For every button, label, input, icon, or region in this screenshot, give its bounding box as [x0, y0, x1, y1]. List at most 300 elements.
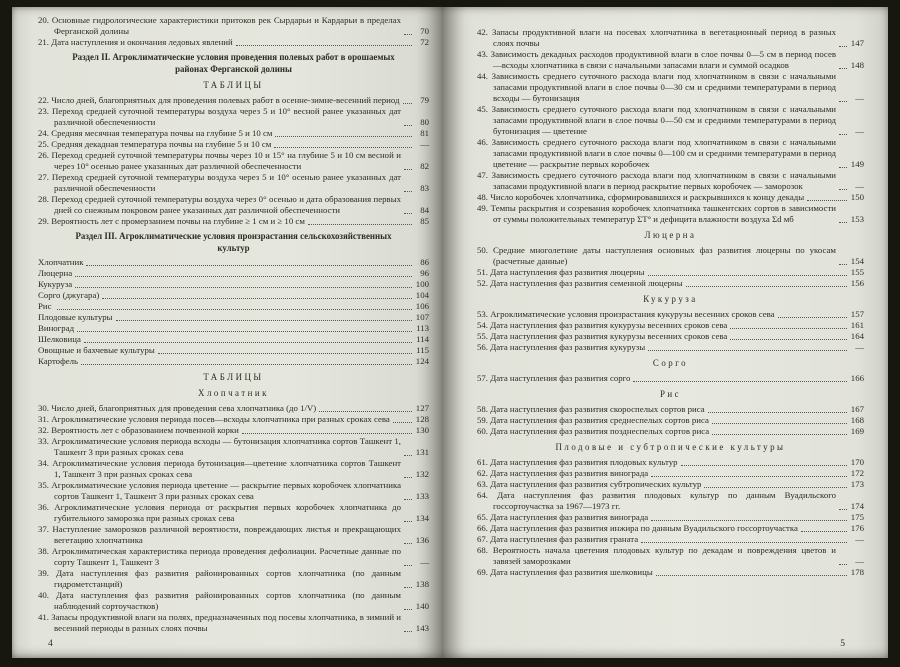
- toc-entry: [477, 373, 864, 384]
- toc-entry: [477, 534, 864, 545]
- section-heading: Раздел II. Агроклиматические условия проведения полевых работ в орошаемых районах Ферганской долины: [72, 52, 395, 74]
- entry-text: 57. Дата наступления фаз развития сорго: [477, 373, 631, 383]
- right-page-toc: [477, 27, 864, 578]
- entry-page: 82: [420, 161, 429, 171]
- entry-text: 45. Зависимость среднего суточного расхода влаги под хлопчатником в связи с начальными запасами продуктивной влаги в слое почвы 0—50 см и средними температурами в период бутонизация — цветение: [477, 104, 836, 136]
- entry-page: —: [420, 557, 429, 567]
- entry-page: —: [855, 93, 864, 103]
- toc-entry: [38, 290, 429, 301]
- entry-number: 61.: [477, 457, 491, 467]
- toc-entry: [38, 414, 429, 425]
- entry-number: 56.: [477, 342, 491, 352]
- entry-page: 114: [416, 334, 429, 344]
- entry-text: 26. Переход средней суточной температуры почвы через 10 и 15° на глубине 5 и 10 см весной и через 10° осенью ранее указанных дат различной обеспеченности: [38, 150, 401, 171]
- toc-entry: [477, 320, 864, 331]
- dot-leader: [86, 265, 412, 266]
- toc-entry: [38, 334, 429, 345]
- entry-text: 65. Дата наступления фаз развития винограда: [477, 512, 649, 522]
- entry-text: Овощные и бахчевые культуры: [38, 345, 155, 355]
- dot-leader: [651, 476, 847, 477]
- entry-number: 22.: [38, 95, 52, 105]
- entry-text: 55. Дата наступления фаз развития кукурузы весенних сроков сева: [477, 331, 728, 341]
- toc-entry: [477, 27, 864, 49]
- entry-number: 32.: [38, 425, 52, 435]
- entry-page: 83: [420, 183, 429, 193]
- entry-page: 70: [420, 26, 429, 36]
- entry-number: 28.: [38, 194, 52, 204]
- entry-number: 49.: [477, 203, 491, 213]
- entry-text: 32. Вероятность лет с образованием почвенной корки: [38, 425, 239, 435]
- toc-entry: [38, 345, 429, 356]
- page-number: 5: [840, 639, 845, 649]
- entry-page: 154: [850, 256, 864, 266]
- toc-entry: [477, 404, 864, 415]
- entry-text: 68. Вероятность начала цветения плодовых культур по декадам и повреждения цветов и завязей заморозками: [477, 545, 836, 566]
- entry-page: 175: [850, 512, 864, 522]
- entry-page: 157: [850, 309, 864, 319]
- entry-page: 156: [850, 278, 864, 288]
- dot-leader: [708, 412, 847, 413]
- toc-entry: [477, 71, 864, 104]
- entry-number: 30.: [38, 403, 52, 413]
- entry-text: 22. Число дней, благоприятных для проведения полевых работ в осенне-зимне-весенний период: [38, 95, 400, 105]
- dot-leader: [704, 487, 847, 488]
- entry-page: —: [855, 534, 864, 544]
- dot-leader: [319, 411, 412, 412]
- toc-entry: [477, 342, 864, 353]
- entry-text: Шелковица: [38, 334, 81, 344]
- entry-page: 168: [850, 415, 864, 425]
- entry-number: 57.: [477, 373, 491, 383]
- toc-entry: [38, 546, 429, 568]
- toc-entry: [477, 49, 864, 71]
- entry-page: 130: [415, 425, 429, 435]
- entry-text: 27. Переход средней суточной температуры воздуха через 5 и 10° осенью ранее указанных дат различной обеспеченности: [38, 172, 401, 193]
- toc-entry: [477, 203, 864, 225]
- entry-page: 153: [850, 214, 864, 224]
- entry-text: 43. Зависимость декадных расходов продуктивной влаги в слое почвы 0—5 см в период посев—всходы хлопчатника в связи с начальными запасами влаги и суммой осадков: [477, 49, 837, 70]
- entry-page: 80: [420, 117, 429, 127]
- entry-text: Картофель: [38, 356, 79, 366]
- entry-page: 104: [415, 290, 429, 300]
- entry-page: 136: [415, 535, 429, 545]
- toc-entry: [477, 137, 864, 170]
- entry-page: —: [855, 556, 864, 566]
- entry-text: 37. Наступление заморозков различной вероятности, повреждающих листья и прекращающих вегетацию хлопчатника: [38, 524, 401, 545]
- entry-number: 37.: [38, 524, 53, 534]
- dot-leader: [839, 509, 847, 510]
- entry-text: 21. Дата наступления и окончания ледовых явлений: [38, 37, 233, 47]
- dot-leader: [778, 317, 847, 318]
- entry-page: 147: [850, 38, 864, 48]
- entry-number: 67.: [477, 534, 491, 544]
- dot-leader: [404, 169, 412, 170]
- entry-number: 45.: [477, 104, 492, 114]
- toc-entry: [38, 502, 429, 524]
- entry-text: 49. Темпы раскрытия и созревания коробочек хлопчатника ташкентских сортов в зависимости от суммы положительных температур ΣТ° и дефицита влажности воздуха Σd мб: [477, 203, 836, 224]
- dot-leader: [651, 520, 847, 521]
- entry-number: 43.: [477, 49, 491, 59]
- entry-page: 96: [420, 268, 429, 278]
- dot-leader: [242, 433, 412, 434]
- toc-entry: [477, 309, 864, 320]
- group-heading: Хлопчатник: [198, 388, 269, 398]
- toc-entry: [477, 245, 864, 267]
- entry-text: Плодовые культуры: [38, 312, 113, 322]
- left-page: [12, 7, 443, 658]
- toc-entry: [38, 139, 429, 150]
- entry-text: 48. Число коробочек хлопчатника, сформировавшихся и раскрывшихся к концу декады: [477, 192, 805, 202]
- entry-number: 24.: [38, 128, 52, 138]
- entry-page: 113: [416, 323, 429, 333]
- dot-leader: [648, 350, 847, 351]
- dot-leader: [404, 455, 412, 456]
- dot-leader: [404, 565, 412, 566]
- entry-page: —: [420, 139, 429, 149]
- dot-leader: [308, 224, 412, 225]
- entry-number: 31.: [38, 414, 52, 424]
- entry-page: 170: [850, 457, 864, 467]
- entry-page: 172: [850, 468, 864, 478]
- toc-entry: [38, 172, 429, 194]
- dot-leader: [393, 422, 412, 423]
- toc-entry: [38, 403, 429, 414]
- entry-number: 59.: [477, 415, 491, 425]
- dot-leader: [641, 542, 847, 543]
- toc-entry: [477, 170, 864, 192]
- entry-page: 150: [850, 192, 864, 202]
- toc-entry: [38, 590, 429, 612]
- entry-number: 20.: [38, 15, 52, 25]
- dot-leader: [274, 147, 412, 148]
- entry-text: 35. Агроклиматические условия периода цветение — раскрытие первых коробочек хлопчатника сортов Ташкент 1, Ташкент 3 при разных сроках сева: [38, 480, 401, 501]
- entry-text: 41. Запасы продуктивной влаги на полях, предназначенных под посевы хлопчатника, в зимний и весенний периоды в разных слоях почвы: [38, 612, 401, 633]
- toc-entry: [38, 216, 429, 227]
- entry-text: 61. Дата наступления фаз развития плодовых культур: [477, 457, 678, 467]
- toc-entry: [38, 150, 429, 172]
- entry-number: 48.: [477, 192, 491, 202]
- entry-text: 24. Средняя месячная температура почвы на глубине 5 и 10 см: [38, 128, 273, 138]
- toc-entry: [477, 523, 864, 534]
- entry-text: 36. Агроклиматические условия периода от раскрытия первых коробочек хлопчатника до губительного заморозка при разных сроках сева: [38, 502, 401, 523]
- entry-number: 26.: [38, 150, 52, 160]
- entry-page: 143: [415, 623, 429, 633]
- dot-leader: [404, 543, 412, 544]
- entry-page: 124: [415, 356, 429, 366]
- entry-text: 30. Число дней, благоприятных для проведения сева хлопчатника (до 1/V): [38, 403, 317, 413]
- entry-number: 27.: [38, 172, 52, 182]
- entry-text: 25. Средняя декадная температура почвы на глубине 5 и 10 см: [38, 139, 272, 149]
- dot-leader: [839, 222, 847, 223]
- entry-text: 60. Дата наступления фаз развития позднеспелых сортов риса: [477, 426, 710, 436]
- toc-entry: [38, 612, 429, 634]
- entry-number: 21.: [38, 37, 52, 47]
- toc-entry: [38, 15, 429, 37]
- entry-number: 47.: [477, 170, 492, 180]
- entry-text: 31. Агроклиматические условия периода посев—всходы хлопчатника при разных сроках сева: [38, 414, 390, 424]
- toc-entry: [477, 567, 864, 578]
- entry-text: 33. Агроклиматические условия периода всходы — бутонизация хлопчатника сортов Ташкент 1, Ташкент 3 при разных сроках сева: [38, 436, 401, 457]
- entry-page: 148: [850, 60, 864, 70]
- entry-number: 25.: [38, 139, 52, 149]
- group-heading: Сорго: [652, 358, 689, 368]
- dot-leader: [404, 34, 412, 35]
- entry-page: 115: [416, 345, 429, 355]
- entry-number: 36.: [38, 502, 55, 512]
- dot-leader: [839, 46, 847, 47]
- entry-text: 20. Основные гидрологические характеристики притоков рек Сырдарьи и Кардарьи в пределах Ферганской долины: [38, 15, 401, 36]
- entry-text: 64. Дата наступления фаз развития плодовых культур по данным Вуадильского госсортоучастка за 1967—1973 гг.: [477, 490, 837, 511]
- entry-text: 38. Агроклиматическая характеристика периода проведения дефолиации. Расчетные данные по сорту Ташкент 1, Ташкент 3: [38, 546, 401, 567]
- dot-leader: [807, 200, 847, 201]
- entry-number: 60.: [477, 426, 491, 436]
- entry-page: —: [855, 126, 864, 136]
- page-number: 4: [48, 639, 53, 649]
- entry-number: 50.: [477, 245, 494, 255]
- entry-page: 140: [415, 601, 429, 611]
- toc-entry: [38, 194, 429, 216]
- dot-leader: [839, 68, 847, 69]
- toc-entry: [477, 512, 864, 523]
- dot-leader: [633, 381, 847, 382]
- dot-leader: [158, 353, 412, 354]
- entry-page: 138: [415, 579, 429, 589]
- entry-number: 58.: [477, 404, 491, 414]
- entry-text: Люцерна: [38, 268, 73, 278]
- entry-page: 106: [415, 301, 429, 311]
- entry-number: 33.: [38, 436, 52, 446]
- entry-number: 68.: [477, 545, 493, 555]
- entry-number: 23.: [38, 106, 53, 116]
- toc-entry: [477, 415, 864, 426]
- entry-page: 127: [415, 403, 429, 413]
- entry-page: 133: [415, 491, 429, 501]
- dot-leader: [404, 191, 412, 192]
- entry-page: 132: [415, 469, 429, 479]
- dot-leader: [648, 275, 847, 276]
- dot-leader: [403, 103, 412, 104]
- dot-leader: [81, 364, 412, 365]
- entry-number: 42.: [477, 27, 492, 37]
- entry-number: 69.: [477, 567, 491, 577]
- entry-number: 34.: [38, 458, 53, 468]
- entry-page: 173: [850, 479, 864, 489]
- entry-page: —: [855, 181, 864, 191]
- entry-text: 39. Дата наступления фаз развития районированных сортов хлопчатника (по данным гидрометстанций): [38, 568, 401, 589]
- entry-number: 46.: [477, 137, 492, 147]
- group-heading: ТАБЛИЦЫ: [203, 372, 264, 382]
- toc-entry: [477, 468, 864, 479]
- entry-number: 66.: [477, 523, 491, 533]
- group-heading: Люцерна: [644, 230, 697, 240]
- dot-leader: [839, 101, 847, 102]
- entry-number: 44.: [477, 71, 492, 81]
- toc-entry: [38, 480, 429, 502]
- entry-page: 176: [850, 523, 864, 533]
- entry-text: 62. Дата наступления фаз развития винограда: [477, 468, 649, 478]
- toc-entry: [477, 490, 864, 512]
- entry-page: 166: [850, 373, 864, 383]
- entry-text: 47. Зависимость среднего суточного расхода влаги под хлопчатником в связи с начальными запасами продуктивной влаги в период раскрытие первых коробочек — заморозок: [477, 170, 836, 191]
- group-heading: Плодовые и субтропические культуры: [555, 442, 786, 452]
- entry-text: Сорго (джугара): [38, 290, 100, 300]
- entry-number: 55.: [477, 331, 491, 341]
- dot-leader: [686, 286, 847, 287]
- entry-text: 50. Средние многолетние даты наступления основных фаз развития люцерны по укосам (расчетные данные): [477, 245, 836, 266]
- entry-page: 167: [850, 404, 864, 414]
- entry-page: 81: [420, 128, 429, 138]
- dot-leader: [116, 320, 412, 321]
- dot-leader: [236, 45, 412, 46]
- entry-text: 56. Дата наступления фаз развития кукурузы: [477, 342, 646, 352]
- dot-leader: [404, 631, 412, 632]
- entry-number: 39.: [38, 568, 57, 578]
- entry-page: 85: [420, 216, 429, 226]
- dot-leader: [404, 125, 412, 126]
- toc-entry: [38, 568, 429, 590]
- entry-page: 155: [850, 267, 864, 277]
- entry-number: 51.: [477, 267, 491, 277]
- right-page: [443, 7, 888, 658]
- entry-number: 53.: [477, 309, 491, 319]
- entry-text: Хлопчатник: [38, 257, 84, 267]
- entry-page: 178: [850, 567, 864, 577]
- entry-text: 54. Дата наступления фаз развития кукурузы весенних сроков сева: [477, 320, 728, 330]
- group-heading: Рис: [659, 389, 682, 399]
- entry-text: 23. Переход средней суточной температуры воздуха через 5 и 10° весной ранее указанных дат различной обеспеченности: [38, 106, 401, 127]
- entry-number: 41.: [38, 612, 52, 622]
- entry-number: 35.: [38, 480, 52, 490]
- dot-leader: [730, 339, 847, 340]
- entry-number: 64.: [477, 490, 498, 500]
- entry-text: Виноград: [38, 323, 75, 333]
- toc-entry: [38, 524, 429, 546]
- entry-page: 79: [420, 95, 429, 105]
- dot-leader: [839, 167, 847, 168]
- entry-page: 161: [850, 320, 864, 330]
- entry-text: 53. Агроклиматические условия произрастания кукурузы весенних сроков сева: [477, 309, 775, 319]
- dot-leader: [75, 276, 412, 277]
- toc-entry: [477, 278, 864, 289]
- dot-leader: [681, 465, 848, 466]
- dot-leader: [404, 587, 412, 588]
- dot-leader: [730, 328, 847, 329]
- entry-page: 131: [415, 447, 429, 457]
- dot-leader: [275, 136, 412, 137]
- toc-entry: [38, 312, 429, 323]
- dot-leader: [839, 134, 847, 135]
- entry-number: 65.: [477, 512, 491, 522]
- entry-page: 149: [850, 159, 864, 169]
- toc-entry: [38, 323, 429, 334]
- dot-leader: [102, 298, 412, 299]
- toc-entry: [38, 95, 429, 106]
- dot-leader: [801, 531, 847, 532]
- entry-number: 54.: [477, 320, 491, 330]
- entry-text: 63. Дата наступления фаз развития субтропических культур: [477, 479, 702, 489]
- entry-text: Кукуруза: [38, 279, 73, 289]
- toc-entry: [38, 301, 429, 312]
- dot-leader: [839, 564, 847, 565]
- entry-text: 66. Дата наступления фаз развития инжира по данным Вуадильского госсортоучастка: [477, 523, 798, 533]
- entry-page: 174: [850, 501, 864, 511]
- toc-entry: [38, 257, 429, 268]
- entry-number: 52.: [477, 278, 491, 288]
- toc-entry: [477, 331, 864, 342]
- toc-entry: [38, 425, 429, 436]
- dot-leader: [77, 331, 412, 332]
- entry-number: 62.: [477, 468, 491, 478]
- entry-page: 107: [415, 312, 429, 322]
- section-heading: Раздел III. Агроклиматические условия произрастания сельскохозяйственных культур: [75, 231, 392, 253]
- toc-entry: [477, 192, 864, 203]
- dot-leader: [404, 213, 412, 214]
- entry-text: 59. Дата наступления фаз развития среднеспелых сортов риса: [477, 415, 709, 425]
- entry-page: 164: [850, 331, 864, 341]
- entry-page: 84: [420, 205, 429, 215]
- entry-text: 42. Запасы продуктивной влаги на посевах хлопчатника в вегетационный период в разных слоях почвы: [477, 27, 837, 48]
- entry-page: 100: [415, 279, 429, 289]
- toc-entry: [38, 128, 429, 139]
- entry-text: 44. Зависимость среднего суточного расхода влаги под хлопчатником в связи с начальными запасами продуктивной влаги в слое почвы 0—30 см и средними температурами в период всходы — бутонизация: [477, 71, 836, 103]
- entry-page: 86: [420, 257, 429, 267]
- toc-entry: [38, 458, 429, 480]
- entry-text: 28. Переход средней суточной температуры воздуха через 0° осенью и дата образования первых дней со снежным покровом ранее указанных дат различной обеспеченности: [38, 194, 401, 215]
- entry-number: 38.: [38, 546, 52, 556]
- dot-leader: [75, 287, 412, 288]
- group-heading: ТАБЛИЦЫ: [203, 80, 264, 90]
- entry-text: 40. Дата наступления фаз развития районированных сортов хлопчатника (по данным наблюдений сортоучастков): [38, 590, 401, 611]
- entry-text: 69. Дата наступления фаз развития шелковицы: [477, 567, 653, 577]
- entry-page: 128: [415, 414, 429, 424]
- left-page-toc: [38, 15, 429, 634]
- dot-leader: [656, 575, 847, 576]
- entry-text: 52. Дата наступления фаз развития семенной люцерны: [477, 278, 683, 288]
- entry-text: 58. Дата наступления фаз развития скороспелых сортов риса: [477, 404, 705, 414]
- toc-entry: [477, 479, 864, 490]
- toc-entry: [477, 545, 864, 567]
- toc-entry: [477, 426, 864, 437]
- toc-entry: [38, 106, 429, 128]
- dot-leader: [839, 189, 847, 190]
- toc-entry: [38, 279, 429, 290]
- entry-page: 134: [415, 513, 429, 523]
- dot-leader: [712, 423, 847, 424]
- entry-number: 40.: [38, 590, 57, 600]
- entry-text: Рис: [38, 301, 52, 311]
- entry-page: 169: [850, 426, 864, 436]
- dot-leader: [404, 477, 412, 478]
- toc-entry: [477, 267, 864, 278]
- group-heading: Кукуруза: [643, 294, 698, 304]
- entry-page: —: [855, 342, 864, 352]
- toc-entry: [477, 104, 864, 137]
- entry-number: 63.: [477, 479, 491, 489]
- dot-leader: [57, 309, 412, 310]
- dot-leader: [404, 609, 412, 610]
- toc-entry: [38, 37, 429, 48]
- dot-leader: [84, 342, 412, 343]
- toc-entry: [477, 457, 864, 468]
- toc-entry: [38, 268, 429, 279]
- dot-leader: [712, 434, 847, 435]
- toc-entry: [38, 436, 429, 458]
- entry-number: 29.: [38, 216, 52, 226]
- dot-leader: [404, 499, 412, 500]
- toc-entry: [38, 356, 429, 367]
- entry-page: 72: [420, 37, 429, 47]
- dot-leader: [404, 521, 412, 522]
